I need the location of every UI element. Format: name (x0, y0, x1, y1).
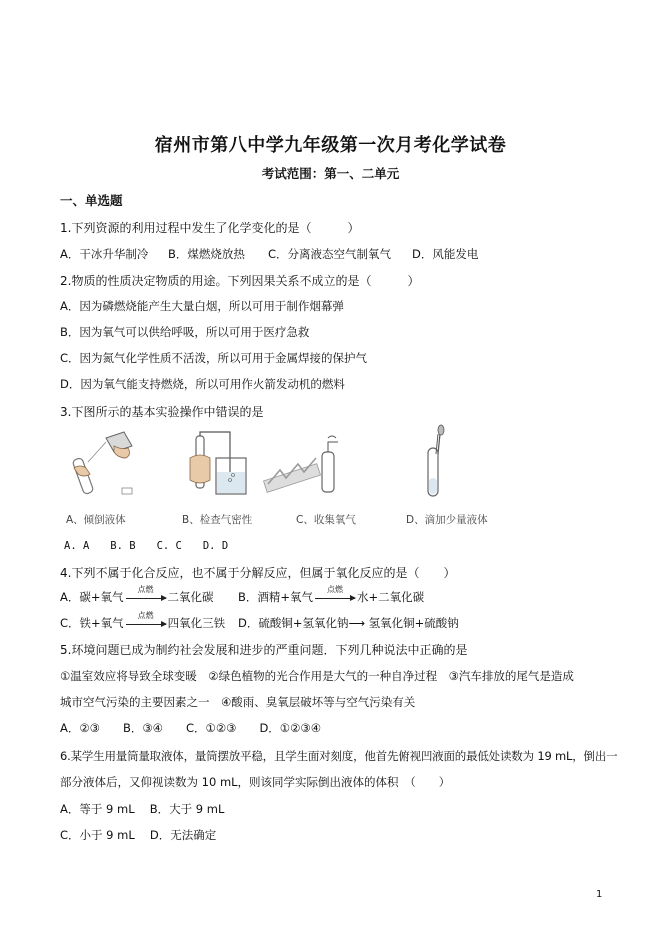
question-1-stem: 1.下列资源的利用过程中发生了化学变化的是（ ） (60, 221, 360, 235)
page-title: 宿州市第八中学九年级第一次月考化学试卷 (154, 135, 507, 156)
caption-c-collect-oxygen: C、收集氧气 (296, 514, 356, 526)
caption-d-dropper: D、滴加少量液体 (406, 514, 488, 526)
option-a-product: 二氧化碳 (167, 590, 214, 604)
question-6-options-cd: C．小于 9 mL D．无法确定 (60, 828, 217, 842)
question-1-option-d: D．风能发电 (412, 247, 479, 261)
question-2-option-b: B．因为氧气可以供给呼吸，所以可用于医疗急救 (60, 325, 310, 339)
question-2-option-a: A．因为磷燃烧能产生大量白烟，所以可用于制作烟幕弹 (60, 299, 344, 313)
option-c-reactants: C．铁+氧气 (60, 616, 124, 630)
ignite-condition: 点燃 (137, 610, 154, 620)
airtightness-check-illustration (176, 428, 256, 508)
option-c-product: 四氧化三铁 (167, 616, 226, 630)
question-5-options: A．②③ B．③④ C．①②③ D．①②③④ (60, 721, 322, 735)
question-4-option-c (60, 610, 226, 631)
question-1-option-c: C．分离液态空气制氧气 (268, 247, 392, 261)
question-1-option-a: A．干冰升华制冷 (60, 247, 149, 261)
question-2-option-d: D．因为氧气能支持燃烧，所以可用作火箭发动机的燃料 (60, 377, 345, 391)
caption-b-airtightness: B、检查气密性 (182, 514, 253, 526)
option-b-product: 水+二氧化碳 (357, 590, 425, 604)
reaction-arrow (313, 584, 357, 605)
exam-scope: 考试范围：第一、二单元 (261, 166, 400, 181)
question-5-stem: 5.环境问题已成为制约社会发展和进步的严重问题．下列几种说法中正确的是 (60, 643, 468, 657)
question-4-option-a (60, 584, 214, 605)
section-heading-single-choice: 一、单选题 (60, 193, 123, 208)
ignite-condition: 点燃 (137, 584, 154, 594)
question-6-stem-line2: 部分液体后，又仰视读数为 10 mL，则该同学实际倒出液体的体积 （ ） (60, 775, 451, 789)
page-number: 1 (596, 889, 603, 900)
dropper-illustration (420, 424, 460, 500)
question-2-option-c: C．因为氮气化学性质不活泼，所以可用于金属焊接的保护气 (60, 351, 368, 365)
question-3-options: A. A B. B C. C D. D (64, 540, 229, 552)
question-4-option-d: D．硫酸铜+氢氧化钠⟶ 氢氧化铜+硫酸钠 (238, 616, 459, 630)
question-5-statements-line1: ①温室效应将导致全球变暖 ②绿色植物的光合作用是大气的一种自净过程 ③汽车排放的尾气是造成 (60, 669, 574, 683)
option-b-reactants: B．酒精+氧气 (238, 590, 314, 604)
question-5-statements-line2: 城市空气污染的主要因素之一 ④酸雨、臭氧层破坏等与空气污染有关 (60, 695, 416, 709)
pouring-liquid-illustration (66, 428, 146, 506)
question-3-stem: 3.下图所示的基本实验操作中错误的是 (60, 405, 264, 419)
caption-a-pouring: A、倾倒液体 (66, 514, 126, 526)
question-4-option-b (238, 584, 425, 605)
reaction-arrow (124, 584, 168, 605)
reaction-arrow (124, 610, 168, 631)
question-6-stem-line1: 6.某学生用量筒量取液体，量筒摆放平稳，且学生面对刻度，他首先俯视凹液面的最低处读数为 19 mL，倒出一 (60, 749, 618, 763)
question-1-option-b: B．煤燃烧放热 (168, 247, 245, 261)
question-4-stem: 4.下列不属于化合反应，也不属于分解反应，但属于氧化反应的是（ ） (60, 566, 456, 580)
question-6-options-ab: A．等于 9 mL B．大于 9 mL (60, 802, 225, 816)
collecting-oxygen-illustration (262, 432, 352, 508)
option-a-reactants: A．碳+氧气 (60, 590, 124, 604)
ignite-condition: 点燃 (327, 584, 344, 594)
question-2-stem: 2.物质的性质决定物质的用途。下列因果关系不成立的是（ ） (60, 274, 420, 288)
